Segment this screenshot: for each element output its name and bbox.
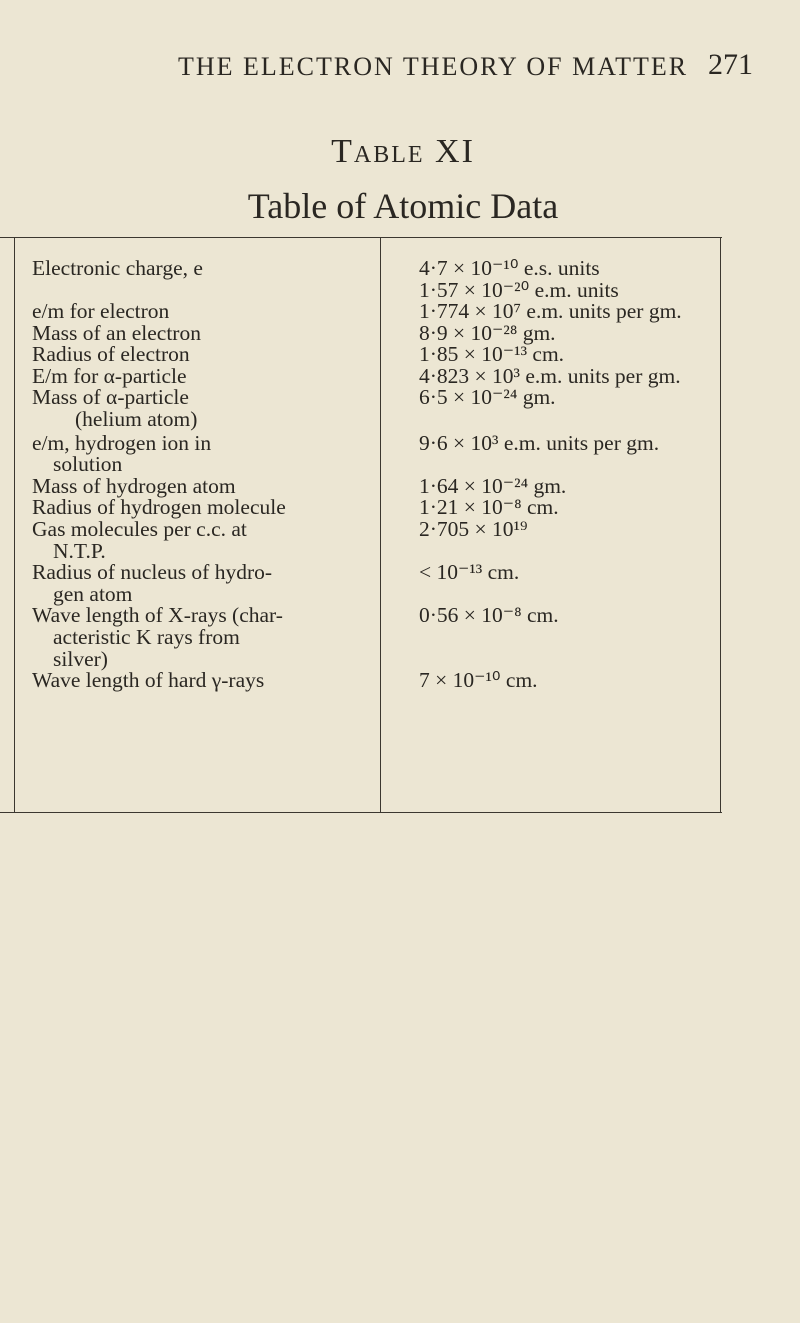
value-line: 8·9 × 10⁻²⁸ gm. (419, 320, 556, 345)
table-row (32, 430, 722, 477)
quantity-line: Radius of nucleus of hydro- (32, 560, 273, 585)
value-cell (419, 473, 567, 498)
table-top-rule (0, 237, 722, 238)
value-line: < 10⁻¹³ cm. (419, 560, 520, 585)
page-number: 271 (708, 48, 753, 81)
value-cell (419, 670, 538, 692)
value-line: 7 × 10⁻¹⁰ cm. (419, 668, 538, 693)
quantity-cell (32, 387, 372, 430)
table-left-rule (14, 237, 15, 812)
table-bottom-rule (0, 812, 722, 813)
table-row (32, 473, 722, 498)
quantity-cell (32, 258, 372, 301)
value-line: 2·705 × 10¹⁹ (419, 516, 528, 541)
value-cell (419, 258, 619, 301)
quantity-line: Mass of hydrogen atom (32, 473, 236, 498)
quantity-line: Mass of α-particle (32, 385, 189, 410)
value-line: 6·5 × 10⁻²⁴ gm. (419, 385, 556, 410)
running-head (0, 0, 800, 120)
table-row (32, 605, 722, 670)
quantity-cell (32, 344, 372, 366)
quantity-line: e/m for electron (32, 299, 170, 323)
value-line: 1·57 × 10⁻²⁰ e.m. units (419, 277, 619, 302)
quantity-cell (32, 301, 372, 323)
table-row (32, 670, 722, 692)
quantity-cell (32, 562, 372, 605)
quantity-line: e/m, hydrogen ion in (32, 430, 212, 455)
table-row (32, 301, 722, 323)
value-cell (419, 562, 519, 584)
atomic-data-table (32, 258, 722, 692)
value-cell (419, 344, 564, 366)
quantity-cell (32, 430, 372, 477)
quantity-line: Wave length of X-rays (char- (32, 603, 283, 628)
quantity-line: Radius of electron (32, 342, 190, 367)
quantity-line: Wave length of hard γ-rays (32, 668, 265, 693)
value-cell (419, 497, 559, 519)
quantity-line: E/m for α-particle (32, 363, 187, 388)
value-cell (419, 430, 660, 455)
quantity-line: N.T.P. (53, 538, 106, 563)
value-cell (419, 516, 528, 541)
table-label: Table XI (331, 133, 475, 170)
quantity-line: silver) (53, 646, 108, 671)
quantity-cell (32, 516, 372, 563)
table-caption: Table of Atomic Data (247, 186, 559, 226)
quantity-line: acteristic K rays from (53, 624, 240, 649)
value-line: 1·64 × 10⁻²⁴ gm. (419, 473, 567, 498)
table-row (32, 497, 722, 519)
quantity-cell (32, 670, 372, 692)
table-row (32, 320, 722, 345)
quantity-line: Electronic charge, e (32, 256, 203, 280)
table-row (32, 363, 722, 388)
value-line: 1·774 × 10⁷ e.m. units per gm. (419, 299, 682, 323)
quantity-line: Radius of hydrogen molecule (32, 495, 286, 520)
quantity-line: (helium atom) (75, 406, 198, 431)
table-row (32, 344, 722, 366)
quantity-cell (32, 473, 372, 498)
table-row (32, 516, 722, 563)
quantity-cell (32, 497, 372, 519)
value-line: 9·6 × 10³ e.m. units per gm. (419, 430, 660, 455)
value-cell (419, 363, 681, 388)
value-cell (419, 301, 682, 323)
quantity-line: Gas molecules per c.c. at (32, 516, 247, 541)
value-line: 1·21 × 10⁻⁸ cm. (419, 495, 559, 520)
quantity-cell (32, 605, 372, 670)
table-row (32, 387, 722, 430)
value-line: 4·7 × 10⁻¹⁰ e.s. units (419, 256, 600, 280)
value-line: 1·85 × 10⁻¹³ cm. (419, 342, 565, 367)
quantity-cell (32, 320, 372, 345)
value-cell (419, 320, 556, 345)
quantity-cell (32, 363, 372, 388)
quantity-line: solution (53, 452, 123, 477)
value-line: 0·56 × 10⁻⁸ cm. (419, 603, 559, 628)
quantity-line: gen atom (53, 581, 133, 606)
table-row (32, 258, 722, 301)
table-row (32, 562, 722, 605)
quantity-line: Mass of an electron (32, 320, 201, 345)
running-title: THE ELECTRON THEORY OF MATTER (178, 52, 689, 81)
value-line: 4·823 × 10³ e.m. units per gm. (419, 363, 681, 388)
value-cell (419, 387, 556, 409)
value-cell (419, 605, 559, 627)
